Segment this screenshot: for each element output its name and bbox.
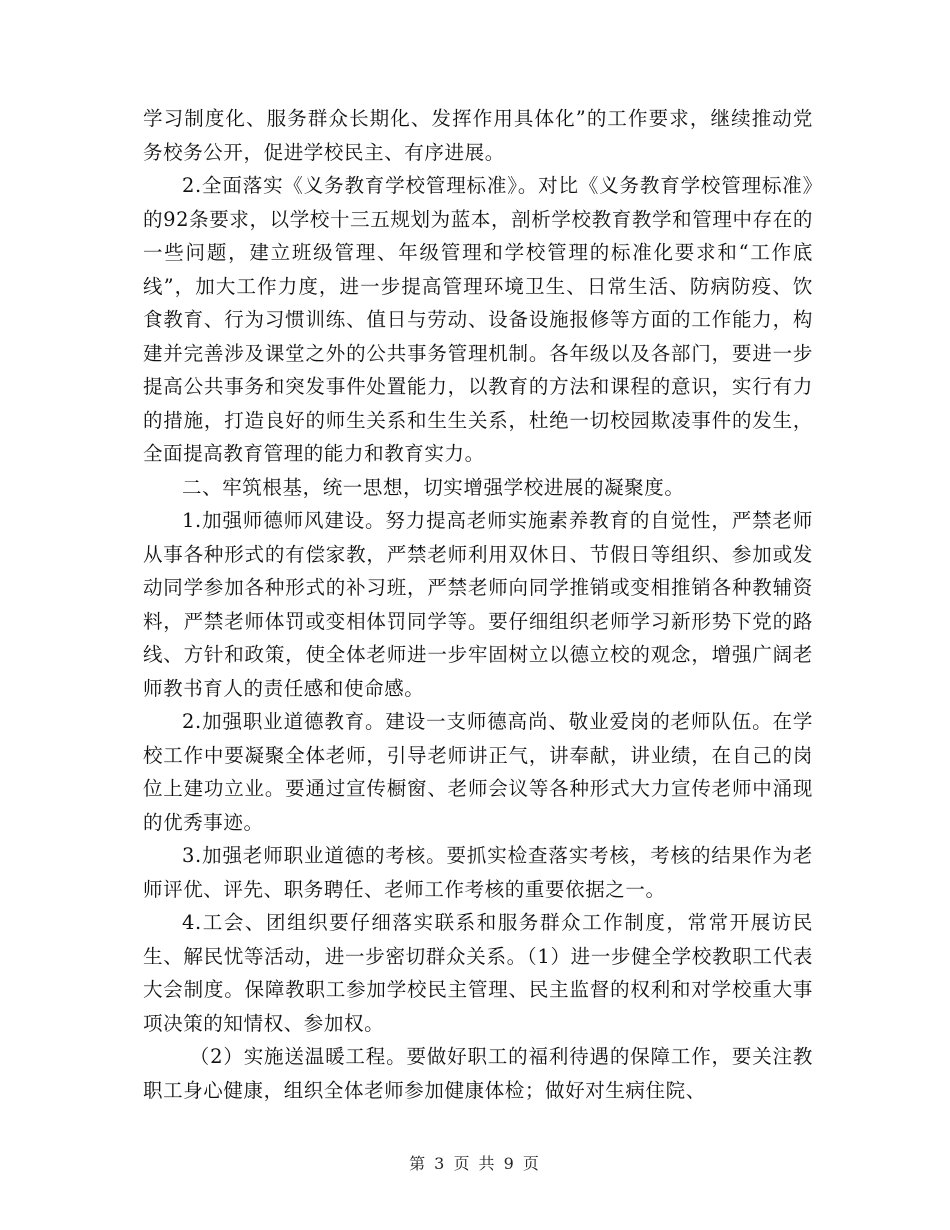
paragraph-continuation: 学习制度化、服务群众长期化、发挥作用具体化”的工作要求，继续推动党务校务公开，促进学校民主、有序进展。 — [143, 107, 813, 164]
paragraph-warmth-project: （2）实施送温暖工程。要做好职工的福利待遇的保障工作，要关注教职工身心健康，组织全体老师参加健康体检；做好对生病住院、 — [143, 1045, 813, 1102]
paragraph-management-standard: 2.全面落实《义务教育学校管理标准》。对比《义务教育学校管理标准》的92条要求，以学校十三五规划为蓝本，剖析学校教育教学和管理中存在的一些问题，建立班级管理、年级管理和学校管理的标准化要求和“工作底线”，加大工作力度，进一步提高管理环境卫生、日常生活、防病防疫、饮食教育、行为习惯训练、值日与劳动、设备设施报修等方面的工作能力，构建并完善涉及课堂之外的公共事务管理机制。各年级以及各部门，要进一步提高公共事务和突发事件处置能力，以教育的方法和课程的意识，实行有力的措施，打造良好的师生关系和生生关系，杜绝一切校园欺凌事件的发生，全面提高教育管理的能力和教育实力。 — [143, 174, 813, 465]
section-heading-two: 二、牢筑根基，统一思想，切实增强学校进展的凝聚度。 — [182, 475, 685, 499]
paragraph-ethics-assessment: 3.加强老师职业道德的考核。要抓实检查落实考核，考核的结果作为老师评优、评先、职务聘任、老师工作考核的重要依据之一。 — [143, 844, 813, 901]
document-body — [143, 102, 813, 1107]
page-number-footer: 第 3 页 共 9 页 — [409, 1154, 541, 1173]
paragraph-teacher-ethics: 1.加强师德师风建设。努力提高老师实施素养教育的自觉性，严禁老师从事各种形式的有偿家教，严禁老师利用双休日、节假日等组织、参加或发动同学参加各种形式的补习班，严禁老师向同学推销或变相推销各种教辅资料，严禁老师体罚或变相体罚同学等。要仔细组织老师学习新形势下党的路线、方针和政策，使全体老师进一步牢固树立以德立校的观念，增强广阔老师教书育人的责任感和使命感。 — [143, 509, 813, 700]
paragraph-professional-ethics: 2.加强职业道德教育。建设一支师德高尚、敬业爱岗的老师队伍。在学校工作中要凝聚全体老师，引导老师讲正气，讲奉献，讲业绩，在自己的岗位上建功立业。要通过宣传橱窗、老师会议等各种形式大力宣传老师中涌现的优秀事迹。 — [143, 710, 813, 834]
paragraph-union-organization: 4.工会、团组织要仔细落实联系和服务群众工作制度，常常开展访民生、解民忧等活动，进一步密切群众关系。（1）进一步健全学校教职工代表大会制度。保障教职工参加学校民主管理、民主监督的权利和对学校重大事项决策的知情权、参加权。 — [143, 911, 813, 1035]
